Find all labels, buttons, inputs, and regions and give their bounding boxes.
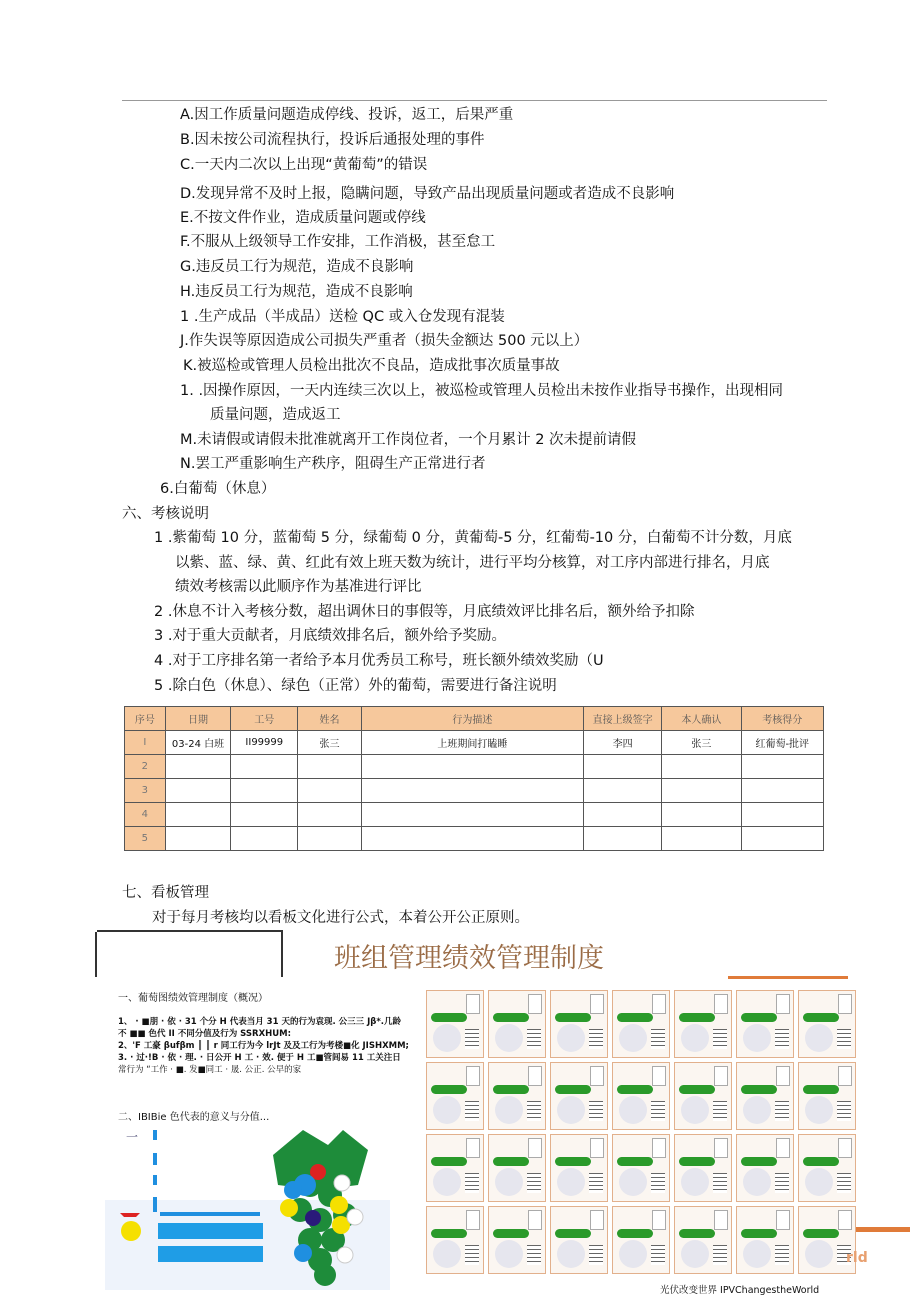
grape-card (798, 990, 856, 1058)
table-row (125, 731, 824, 755)
assessment-item: 1 .紫葡萄 10 分，蓝葡萄 5 分，绿葡萄 0 分，黄葡萄-5 分，红葡萄-10 分，白葡萄不计分数，月底 (154, 530, 792, 546)
table-cell (165, 827, 231, 851)
grape-card (798, 1134, 856, 1202)
table-cell (298, 803, 362, 827)
red-grape-item: B.因未按公司流程执行，投诉后通报处理的事件 (180, 132, 485, 148)
image-p1: 1、 · ■朋 · 依 · 31 个分 H 代表当月 31 天的行为袁现. 公三三 Jβ*.几龄 (118, 1017, 402, 1027)
table-cell (584, 803, 662, 827)
section7-text: 对于每月考核均以看板文化进行公式，本着公开公正原则。 (152, 910, 529, 926)
orange-accent (848, 1227, 910, 1232)
image-bullet: 一 (126, 1130, 139, 1144)
table-cell: 03-24 白班 (165, 731, 231, 755)
white-grape-item: 6.白葡萄（休息） (160, 481, 276, 497)
table-cell (165, 803, 231, 827)
table-cell (231, 803, 298, 827)
world-text: rld (846, 1250, 868, 1266)
table-cell (361, 803, 583, 827)
table-cell: 上班期间打瞌睡 (361, 731, 583, 755)
table-cell: I (125, 731, 166, 755)
table-cell: 3 (125, 779, 166, 803)
table-cell (231, 827, 298, 851)
table-cell (231, 755, 298, 779)
grape-card (674, 990, 732, 1058)
table-cell (741, 827, 823, 851)
image-p5: 常行为 “工作 · ■. 发■同工 · 晟. 公正. 公早的家 (118, 1065, 302, 1075)
table-cell: 2 (125, 755, 166, 779)
red-grape-item: D.发现异常不及时上报，隐瞒问题，导致产品出现质量问题或者造成不良影响 (180, 186, 675, 202)
red-grape-item: N.罢工严重影响生产秩序，阻碍生产正常进行者 (180, 456, 486, 472)
table-row (125, 779, 824, 803)
red-grape-item: M.未请假或请假未批准就离开工作岗位者，一个月累计 2 次未提前请假 (180, 432, 637, 448)
grape-card (736, 1134, 794, 1202)
grape-card (426, 1206, 484, 1274)
header-rule (122, 100, 827, 101)
column-header: 行为描述 (361, 707, 583, 731)
table-cell (298, 755, 362, 779)
table-cell: 李四 (584, 731, 662, 755)
table-cell: 张三 (662, 731, 741, 755)
assessment-item: 绩效考核需以此顺序作为基准进行评比 (175, 579, 422, 595)
red-grape-item: H.违反员工行为规范，造成不良影响 (180, 284, 413, 300)
red-grape-item: A.因工作质量问题造成停线、投诉，返工，后果严重 (180, 107, 514, 123)
grape-card (488, 1134, 546, 1202)
table-cell (584, 779, 662, 803)
grape-card (612, 1134, 670, 1202)
table-row (125, 827, 824, 851)
assessment-item: 以紫、蓝、绿、黄、红此有效上班天数为统计，进行平均分核算，对工序内部进行排名，月底 (175, 555, 770, 571)
red-grape-item: 1 .生产成品（半成品）送检 QC 或入仓发现有混装 (180, 309, 505, 325)
image-title: 班组管理绩效管理制度 (334, 943, 604, 974)
grape-card (612, 1062, 670, 1130)
grape-card (488, 1062, 546, 1130)
grape-illustration (105, 1125, 395, 1295)
assessment-item: 4 .对于工序排名第一者给予本月优秀员工称号，班长额外绩效奖励（U (154, 653, 604, 669)
grape-card (426, 1062, 484, 1130)
red-grape-item: 1. .因操作原因，一天内连续三次以上，被巡检或管理人员检出未按作业指导书操作，出现相同 (180, 383, 784, 399)
image-p2: 不 ■■ 色代 II 不同分值及行为 SSRXHUM: (118, 1029, 292, 1039)
table-cell (231, 779, 298, 803)
grape-card (736, 1206, 794, 1274)
section6-title: 六、考核说明 (122, 506, 209, 522)
red-grape-item: E.不按文件作业，造成质量问题或停线 (180, 210, 426, 226)
table-cell (298, 827, 362, 851)
red-grape-item: C.一天内二次以上出现“黄葡萄”的错误 (180, 157, 428, 173)
table-cell: II99999 (231, 731, 298, 755)
grape-card (488, 990, 546, 1058)
image-h2: 二、IBIBie 色代表的意义与分值... (118, 1112, 270, 1123)
grape-card (550, 1134, 608, 1202)
yellow-grape-icon (121, 1221, 141, 1241)
table-cell: 4 (125, 803, 166, 827)
table-row (125, 755, 824, 779)
image-footer: 光伏改变世界 IPVChangestheWorld (660, 1285, 820, 1296)
table-cell: 红葡萄-批评 (741, 731, 823, 755)
image-p3: 2、'F 工豪 βufβm ║ ║ r 同工行为今 lrJt 及及工行为考楼■化 JISHXMM; (118, 1041, 409, 1051)
image-p4: 3. · 过·!B · 依 · 理. · 日公开 H 工 · 效. 便于 H 工■管闾易 11 工关注日 (118, 1053, 401, 1063)
red-grape-item: 质量问题，造成返工 (210, 407, 341, 423)
grape-card (674, 1134, 732, 1202)
grape-card (426, 990, 484, 1058)
grape-card (674, 1206, 732, 1274)
table-cell (662, 803, 741, 827)
image-h1: 一、葡萄图绩效管理制度（概况） (118, 993, 268, 1004)
table-header-row (125, 707, 824, 731)
image-frame (97, 930, 283, 977)
red-grape-item: J.作失误等原因造成公司损失严重者（损失金额达 500 元以上） (180, 333, 589, 349)
table-cell (662, 779, 741, 803)
table-cell (741, 755, 823, 779)
table-cell (584, 827, 662, 851)
table-cell (584, 755, 662, 779)
table-cell (741, 779, 823, 803)
grape-card (674, 1062, 732, 1130)
table-cell (165, 755, 231, 779)
grape-card (612, 1206, 670, 1274)
column-header: 序号 (125, 707, 166, 731)
grape-card (798, 1062, 856, 1130)
table-cell: 5 (125, 827, 166, 851)
table-cell (361, 755, 583, 779)
grape-card (612, 990, 670, 1058)
assessment-item: 2 .休息不计入考核分数，超出调休日的事假等，月底绩效评比排名后，额外给予扣除 (154, 604, 695, 620)
table-cell (361, 827, 583, 851)
red-grape-item: G.违反员工行为规范，造成不良影响 (180, 259, 414, 275)
legend-bar-2 (158, 1246, 263, 1262)
table-cell (361, 779, 583, 803)
table-cell (662, 827, 741, 851)
table-cell (165, 779, 231, 803)
grape-card (550, 990, 608, 1058)
table-cell (298, 779, 362, 803)
column-header: 本人确认 (662, 707, 741, 731)
section7-title: 七、看板管理 (122, 885, 209, 901)
grape-card (736, 990, 794, 1058)
red-grape-item: K.被巡检或管理人员检出批次不良品，造成批事次质量事故 (183, 358, 560, 374)
assessment-item: 3 .对于重大贡献者，月底绩效排名后，额外给予奖励。 (154, 628, 506, 644)
column-header: 考核得分 (741, 707, 823, 731)
grape-card (550, 1062, 608, 1130)
grape-card (550, 1206, 608, 1274)
column-header: 姓名 (298, 707, 362, 731)
column-header: 日期 (165, 707, 231, 731)
record-table (124, 706, 824, 851)
assessment-item: 5 .除白色（休息）、绿色（正常）外的葡萄，需要进行备注说明 (154, 678, 557, 694)
table-row (125, 803, 824, 827)
table-cell: 张三 (298, 731, 362, 755)
red-grape-item: F.不服从上级领导工作安排，工作消极，甚至怠工 (180, 234, 496, 250)
orange-accent (728, 976, 848, 979)
grape-card (736, 1062, 794, 1130)
table-cell (741, 803, 823, 827)
grape-card (488, 1206, 546, 1274)
kanban-board-photo (412, 982, 852, 1282)
column-header: 工号 (231, 707, 298, 731)
grape-card (426, 1134, 484, 1202)
column-header: 直接上级签字 (584, 707, 662, 731)
legend-bar-1 (158, 1223, 263, 1239)
table-cell (662, 755, 741, 779)
